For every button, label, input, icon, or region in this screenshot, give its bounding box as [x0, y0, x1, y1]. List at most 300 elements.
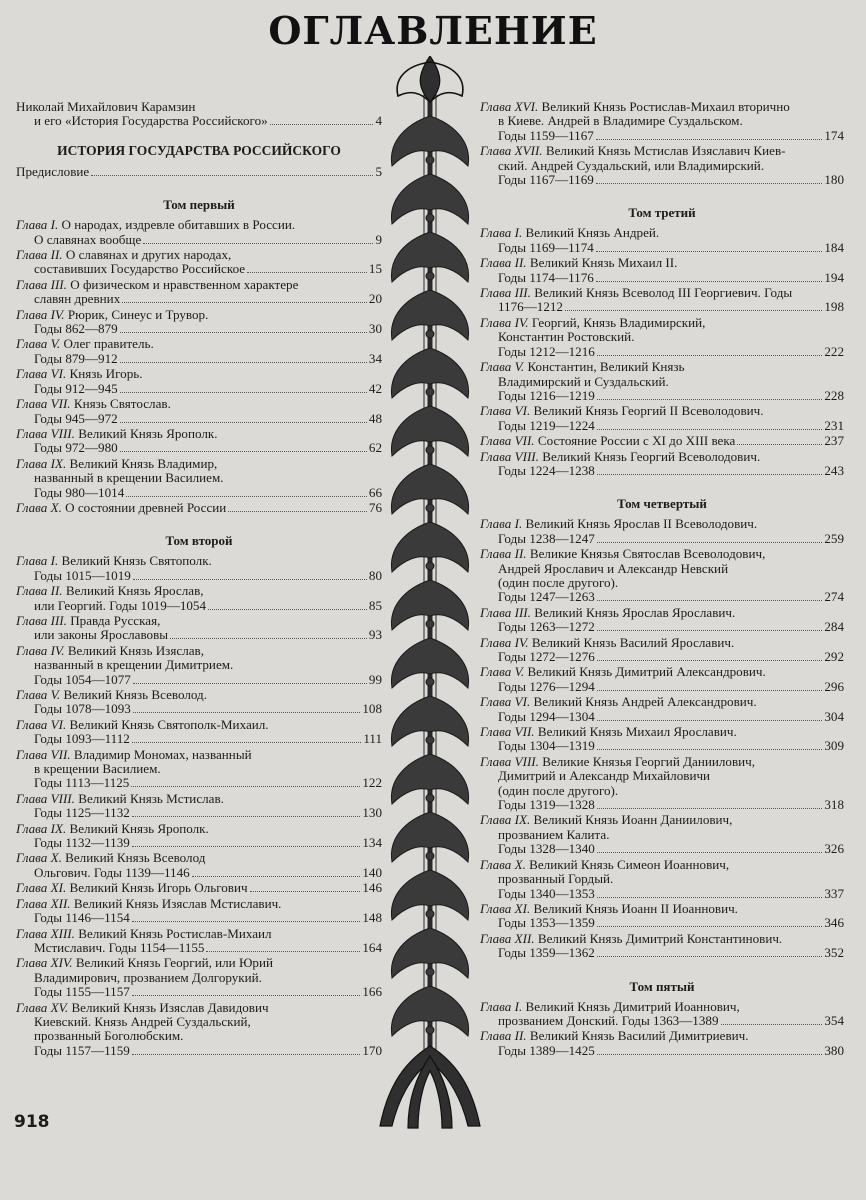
toc-page-number: 108: [362, 701, 382, 717]
toc-entry-line: [480, 271, 844, 285]
toc-entry[interactable]: [480, 725, 844, 754]
chapter-number: Глава VII.: [480, 724, 535, 740]
toc-entry[interactable]: [16, 218, 382, 247]
chapter-title-line: Годы 1353—1359: [498, 915, 595, 931]
dot-leader: [228, 511, 367, 512]
chapter-title-line: Годы 1263—1272: [498, 619, 595, 635]
toc-entry-label: [16, 248, 231, 262]
toc-entry[interactable]: [480, 636, 844, 665]
toc-intro-line[interactable]: [16, 114, 382, 128]
chapter-title-line: ский. Андрей Суздальский, или Владимирский.: [498, 157, 765, 173]
toc-entry-label: [480, 902, 738, 916]
chapter-number: Глава IV.: [480, 634, 529, 650]
chapter-number: Глава XIII.: [16, 925, 75, 941]
toc-page-number: 146: [362, 880, 382, 896]
toc-entry[interactable]: [16, 337, 382, 366]
chapter-title-line: Великий Князь Мстислав Изяславич Киев-: [545, 143, 786, 159]
dot-leader: [133, 712, 361, 713]
toc-entry-label: [34, 628, 168, 642]
toc-entry-label: [34, 866, 190, 880]
toc-entry-label: [34, 471, 224, 485]
dot-leader: [120, 362, 367, 363]
toc-entry-line: [480, 739, 844, 753]
toc-page-number: 231: [824, 417, 844, 433]
toc-entry[interactable]: [16, 822, 382, 851]
toc-entry[interactable]: [16, 457, 382, 500]
dot-leader: [91, 175, 373, 176]
volume-heading: Том четвертый: [617, 496, 707, 512]
toc-entry-line: [16, 457, 382, 471]
toc-entry-label: [34, 352, 118, 366]
chapter-number: Глава I.: [16, 553, 59, 569]
dot-leader: [120, 332, 367, 333]
dot-leader: [192, 876, 361, 877]
toc-entry[interactable]: [480, 517, 844, 546]
toc-page-number: 318: [824, 797, 844, 813]
toc-page-number: 5: [375, 163, 382, 179]
toc-preface-label: Предисловие: [16, 163, 90, 179]
chapter-title-line: Годы 1159—1167: [498, 127, 594, 143]
toc-entry-line: [480, 1044, 844, 1058]
toc-entry-line: [16, 658, 382, 672]
ornament-bud: [426, 794, 434, 802]
toc-entry-line: [16, 471, 382, 485]
toc-page-number: 352: [824, 945, 844, 961]
dot-leader: [270, 124, 374, 125]
toc-entry-line: [16, 1001, 382, 1015]
ornament-bud: [426, 446, 434, 454]
toc-entry-label: [480, 725, 737, 739]
chapter-title-line: Великий Князь Георгий, или Юрий: [75, 955, 273, 971]
dot-leader: [170, 638, 367, 639]
toc-entry[interactable]: [480, 606, 844, 635]
toc-entry-line: [480, 784, 844, 798]
chapter-title-line: Великий Князь Игорь Ольгович: [69, 880, 248, 896]
dot-leader: [247, 272, 367, 273]
toc-entry-label: [480, 226, 659, 240]
page-number: 918: [14, 1112, 50, 1132]
toc-entry-label: [34, 599, 206, 613]
chapter-title-line: Рюрик, Синеус и Трувор.: [67, 306, 209, 322]
toc-entry-line: [16, 985, 382, 999]
chapter-title-line: Киевский. Князь Андрей Суздальский,: [34, 1013, 251, 1029]
dot-leader: [143, 243, 373, 244]
toc-entry-line: [480, 173, 844, 187]
toc-page-number: 274: [824, 589, 844, 605]
ornament-bud: [426, 562, 434, 570]
toc-entry-label: [498, 887, 595, 901]
chapter-title-line: Годы 1340—1353: [498, 885, 595, 901]
toc-entry[interactable]: [480, 100, 844, 143]
toc-page-number: 130: [362, 805, 382, 821]
chapter-title-line: Годы 1174—1176: [498, 269, 594, 285]
toc-entry-label: [498, 389, 595, 403]
chapter-title-line: Годы 1212—1216: [498, 343, 595, 359]
ornament-bud: [426, 620, 434, 628]
toc-page-number: 111: [363, 731, 382, 747]
toc-entry-label: [34, 1015, 251, 1029]
toc-entry-line: [16, 762, 382, 776]
chapter-title-line: Владимир Мономах, названный: [73, 746, 252, 762]
toc-entry-label: [16, 427, 218, 441]
toc-page-number: 20: [368, 291, 382, 307]
toc-entry-label: [498, 114, 743, 128]
toc-entry-line: [480, 345, 844, 359]
chapter-title-line: Великий Князь Георгий Всеволодович.: [542, 448, 761, 464]
chapter-title-line: Мстиславич. Годы 1154—1155: [34, 939, 205, 955]
toc-entry-line: [16, 836, 382, 850]
toc-entry[interactable]: [480, 286, 844, 315]
toc-entry[interactable]: [16, 748, 382, 791]
chapter-title-line: Великий Князь Василий Ярославич.: [531, 634, 735, 650]
toc-entry[interactable]: [16, 397, 382, 426]
toc-left-column: [16, 100, 382, 1059]
toc-entry[interactable]: [16, 897, 382, 926]
toc-entry-line: [16, 971, 382, 985]
toc-entry-label: [498, 159, 764, 173]
volume-heading: Том третий: [628, 205, 696, 221]
toc-page-number: 326: [824, 841, 844, 857]
toc-entry-label: [34, 412, 118, 426]
toc-entry-label: [480, 858, 729, 872]
toc-entry[interactable]: [480, 858, 844, 901]
toc-entry[interactable]: [480, 932, 844, 961]
toc-entry-line: [16, 233, 382, 247]
toc-entry[interactable]: [16, 248, 382, 277]
toc-entry[interactable]: [480, 360, 844, 403]
toc-entry-line: [480, 1000, 844, 1014]
toc-entry-line: [480, 813, 844, 827]
toc-entry-line: [16, 248, 382, 262]
dot-leader: [132, 846, 361, 847]
toc-entry-label: [16, 644, 204, 658]
chapter-number: Глава XI.: [480, 900, 531, 916]
toc-entry-label: [498, 650, 595, 664]
toc-entry-line: [16, 262, 382, 276]
toc-entry-line: [16, 673, 382, 687]
toc-entry-line: [16, 412, 382, 426]
chapter-title-line: Великий Князь Ростислав-Михаил вторично: [541, 99, 790, 114]
toc-entry-label: [16, 748, 252, 762]
chapter-title-line: Великий Князь Мстислав.: [78, 790, 224, 806]
chapter-title-line: Великий Князь Изяслав,: [67, 642, 204, 658]
chapter-title-line: (один после другого).: [498, 782, 619, 798]
toc-entry-line: [16, 584, 382, 598]
chapter-title-line: Великий Князь Всеволод.: [63, 687, 207, 702]
dot-leader: [597, 926, 823, 927]
chapter-title-line: Великие Князья Святослав Всеволодович,: [529, 546, 766, 562]
dot-leader: [596, 251, 823, 252]
toc-entry-label: [16, 881, 248, 895]
chapter-title-line: Годы 1224—1238: [498, 462, 595, 478]
dot-leader: [126, 496, 367, 497]
toc-entry-line: [480, 450, 844, 464]
toc-page-number: 140: [362, 864, 382, 880]
toc-entry-label: [34, 673, 131, 687]
chapter-title-line: Годы 1155—1157: [34, 984, 130, 1000]
toc-entry[interactable]: [480, 404, 844, 433]
toc-page-number: 180: [824, 172, 844, 188]
toc-entry[interactable]: [480, 434, 844, 448]
floral-ornament: [378, 56, 482, 1131]
toc-entry[interactable]: [16, 718, 382, 747]
toc-page-number: 184: [824, 239, 844, 255]
toc-entry-line: [16, 1015, 382, 1029]
toc-entry[interactable]: [16, 851, 382, 880]
toc-entry-line: [16, 337, 382, 351]
toc-entry-line: [16, 1044, 382, 1058]
toc-page-number: 309: [824, 738, 844, 754]
chapter-title-line: Годы 1304—1319: [498, 738, 595, 754]
toc-intro-title: и его «История Государства Российского»: [34, 113, 268, 129]
toc-entry-line: [480, 316, 844, 330]
toc-entry-line: [480, 769, 844, 783]
toc-entry-line: [16, 851, 382, 865]
chapter-title-line: Великий Князь Ярополк.: [78, 425, 218, 441]
toc-entry-label: [34, 292, 120, 306]
toc-page-number: 148: [362, 910, 382, 926]
ornament-bud: [426, 272, 434, 280]
toc-entry[interactable]: [16, 367, 382, 396]
dot-leader: [721, 1024, 823, 1025]
toc-entry-line: [16, 866, 382, 880]
ornament-bud: [426, 156, 434, 164]
ornament-bud: [426, 214, 434, 222]
toc-page-number: 337: [824, 885, 844, 901]
toc-entry-line: [16, 806, 382, 820]
chapter-number: Глава IV.: [16, 306, 65, 322]
toc-entry-line: [480, 256, 844, 270]
chapter-title-line: Годы 945—972: [34, 410, 118, 426]
toc-entry-label: [34, 322, 118, 336]
toc-entry[interactable]: [480, 813, 844, 856]
toc-entry[interactable]: [480, 144, 844, 187]
chapter-title-line: Князь Святослав.: [73, 396, 171, 412]
chapter-title-line: Великий Князь Ярослав Ярославич.: [534, 604, 736, 620]
chapter-number: Глава XIV.: [16, 955, 73, 971]
toc-entry-label: [498, 419, 595, 433]
chapter-title-line: Андрей Ярославич и Александр Невский: [498, 560, 729, 576]
toc-entry[interactable]: [480, 755, 844, 813]
toc-entry[interactable]: [16, 614, 382, 643]
toc-entry-line: [16, 278, 382, 292]
toc-entry-label: [498, 330, 634, 344]
toc-entry-label: [480, 813, 732, 827]
dot-leader: [597, 660, 823, 661]
chapter-title-line: Георгий, Князь Владимирский,: [531, 314, 706, 330]
toc-entry-label: [498, 620, 595, 634]
toc-entry[interactable]: [480, 450, 844, 479]
toc-page-number: 66: [368, 484, 382, 500]
toc-entry-line: [480, 710, 844, 724]
ornament-bud: [426, 852, 434, 860]
toc-entry[interactable]: [16, 881, 382, 895]
chapter-number: Глава V.: [16, 687, 61, 702]
dot-leader: [132, 921, 361, 922]
chapter-title-line: Годы 912—945: [34, 380, 118, 396]
toc-entry-label: [498, 532, 595, 546]
toc-intro-author: Николай Михайлович Карамзин: [16, 99, 196, 114]
toc-entry-line: [16, 382, 382, 396]
chapter-title-line: Годы 1132—1139: [34, 835, 130, 851]
chapter-number: Глава VI.: [16, 716, 67, 732]
toc-right-column: [480, 100, 844, 1059]
toc-entry[interactable]: [480, 256, 844, 285]
toc-page-number: 243: [824, 462, 844, 478]
toc-entry-line: [16, 956, 382, 970]
toc-entry-label: [480, 1029, 749, 1043]
toc-entry[interactable]: [16, 501, 382, 515]
toc-entry-label: [498, 680, 595, 694]
toc-entry-line: [16, 569, 382, 583]
toc-entry-line: [480, 902, 844, 916]
toc-entry-label: [498, 562, 728, 576]
toc-entry-label: [16, 897, 281, 911]
toc-entry-label: [498, 271, 594, 285]
toc-entry-label: [34, 971, 262, 985]
chapter-title-line: Великий Князь Иоанн Даниилович,: [533, 812, 733, 828]
toc-entry-line: [16, 322, 382, 336]
chapter-number: Глава XII.: [480, 930, 535, 946]
chapter-title-line: Ольгович. Годы 1139—1146: [34, 864, 190, 880]
toc-entry-label: [16, 367, 143, 381]
toc-entry[interactable]: [16, 554, 382, 583]
chapter-number: Глава XVII.: [480, 143, 543, 159]
toc-entry[interactable]: [480, 1000, 844, 1029]
toc-entry-line: [480, 798, 844, 812]
toc-entry-label: [498, 872, 613, 886]
toc-entry-line: [16, 367, 382, 381]
toc-entry[interactable]: [16, 688, 382, 717]
toc-entry[interactable]: [16, 278, 382, 307]
chapter-title-line: названный в крещении Димитрием.: [34, 657, 234, 673]
toc-entry-line: [480, 300, 844, 314]
chapter-number: Глава I.: [16, 217, 59, 233]
chapter-title-line: Великий Князь Ростислав-Михаил: [78, 925, 272, 941]
dot-leader: [597, 355, 823, 356]
toc-entry-label: [480, 434, 735, 448]
dot-leader: [133, 579, 367, 580]
toc-entry-line: [480, 547, 844, 561]
chapter-title-line: Годы 1113—1125: [34, 775, 130, 791]
chapter-title-line: Великий Князь Иоанн II Иоаннович.: [533, 900, 738, 916]
toc-entry-line: [16, 911, 382, 925]
toc-entry-line: [480, 606, 844, 620]
toc-entry-line: [16, 218, 382, 232]
toc-entry-label: [16, 584, 204, 598]
toc-entry-line: [480, 375, 844, 389]
chapter-number: Глава VIII.: [480, 448, 539, 464]
toc-entry-line: [16, 1029, 382, 1043]
dot-leader: [206, 951, 360, 952]
ornament-bud: [426, 388, 434, 396]
chapter-title-line: Великий Князь Димитрий Константинович.: [537, 930, 783, 946]
chapter-title-line: славян древних: [34, 291, 121, 307]
toc-entry-label: [16, 822, 209, 836]
toc-entry[interactable]: [16, 1001, 382, 1059]
toc-entry-label: [480, 755, 755, 769]
chapter-number: Глава VI.: [480, 403, 531, 419]
toc-entry-label: [498, 1044, 595, 1058]
chapter-number: Глава IX.: [16, 820, 67, 836]
toc-entry-line: [16, 599, 382, 613]
toc-entry[interactable]: [16, 792, 382, 821]
chapter-title-line: Годы 1125—1132: [34, 805, 130, 821]
toc-entry-label: [16, 614, 160, 628]
toc-entry[interactable]: [480, 695, 844, 724]
toc-entry-label: [16, 397, 171, 411]
chapter-number: Глава XII.: [16, 895, 71, 911]
toc-entry[interactable]: [16, 644, 382, 687]
toc-entry-line: [16, 614, 382, 628]
toc-page-number: 292: [824, 649, 844, 664]
toc-page-number: 284: [824, 619, 844, 635]
toc-entry-line: [480, 389, 844, 403]
chapter-number: Глава VII.: [16, 746, 71, 762]
toc-entry[interactable]: [480, 902, 844, 931]
toc-entry[interactable]: [16, 427, 382, 456]
chapter-title-line: Годы 1359—1362: [498, 945, 595, 961]
chapter-title-line: Великий Князь Георгий II Всеволодович.: [533, 403, 764, 419]
toc-entry-line: [480, 114, 844, 128]
toc-entry-label: [498, 916, 595, 930]
dot-leader: [133, 683, 367, 684]
chapter-title-line: 1176—1212: [498, 299, 563, 315]
toc-right-sections: [480, 100, 844, 1058]
toc-entry[interactable]: [16, 956, 382, 999]
chapter-title-line: О славянах вообще: [34, 231, 142, 247]
toc-intro-line: [16, 100, 382, 114]
toc-entry-label: [34, 941, 204, 955]
dot-leader: [597, 600, 823, 601]
chapter-number: Глава VII.: [480, 433, 535, 449]
dot-leader: [737, 444, 822, 445]
toc-entry-label: [498, 241, 594, 255]
ornament-bud: [426, 678, 434, 686]
toc-entry-line: [16, 776, 382, 790]
toc-entry[interactable]: [480, 226, 844, 255]
toc-entry-label: [34, 233, 141, 247]
dot-leader: [597, 808, 823, 809]
toc-page-number: 48: [368, 410, 382, 426]
toc-entry-label: [34, 382, 118, 396]
page-title: ОГЛАВЛЕНИЕ: [268, 8, 598, 53]
dot-leader: [597, 399, 823, 400]
toc-page-number: 164: [362, 939, 382, 955]
toc-entry-line: [16, 732, 382, 746]
toc-page-number: 194: [824, 269, 844, 285]
chapter-number: Глава XVI.: [480, 99, 539, 114]
toc-entry-line: [480, 590, 844, 604]
dot-leader: [120, 451, 367, 452]
toc-entry[interactable]: [16, 584, 382, 613]
toc-entry[interactable]: [480, 1029, 844, 1058]
toc-entry-label: [34, 836, 130, 850]
toc-entry[interactable]: [480, 316, 844, 359]
toc-entry[interactable]: [480, 665, 844, 694]
toc-entry-line: [16, 941, 382, 955]
toc-page-number: 42: [368, 380, 382, 396]
toc-entry[interactable]: [480, 547, 844, 605]
toc-page-number: 62: [368, 440, 382, 456]
toc-entry-label: [480, 286, 792, 300]
toc-entry[interactable]: [16, 927, 382, 956]
toc-entry-line: [480, 226, 844, 240]
toc-entry-line: [480, 650, 844, 664]
chapter-number: Глава III.: [480, 604, 531, 620]
toc-entry[interactable]: [16, 308, 382, 337]
toc-preface[interactable]: [16, 165, 382, 179]
